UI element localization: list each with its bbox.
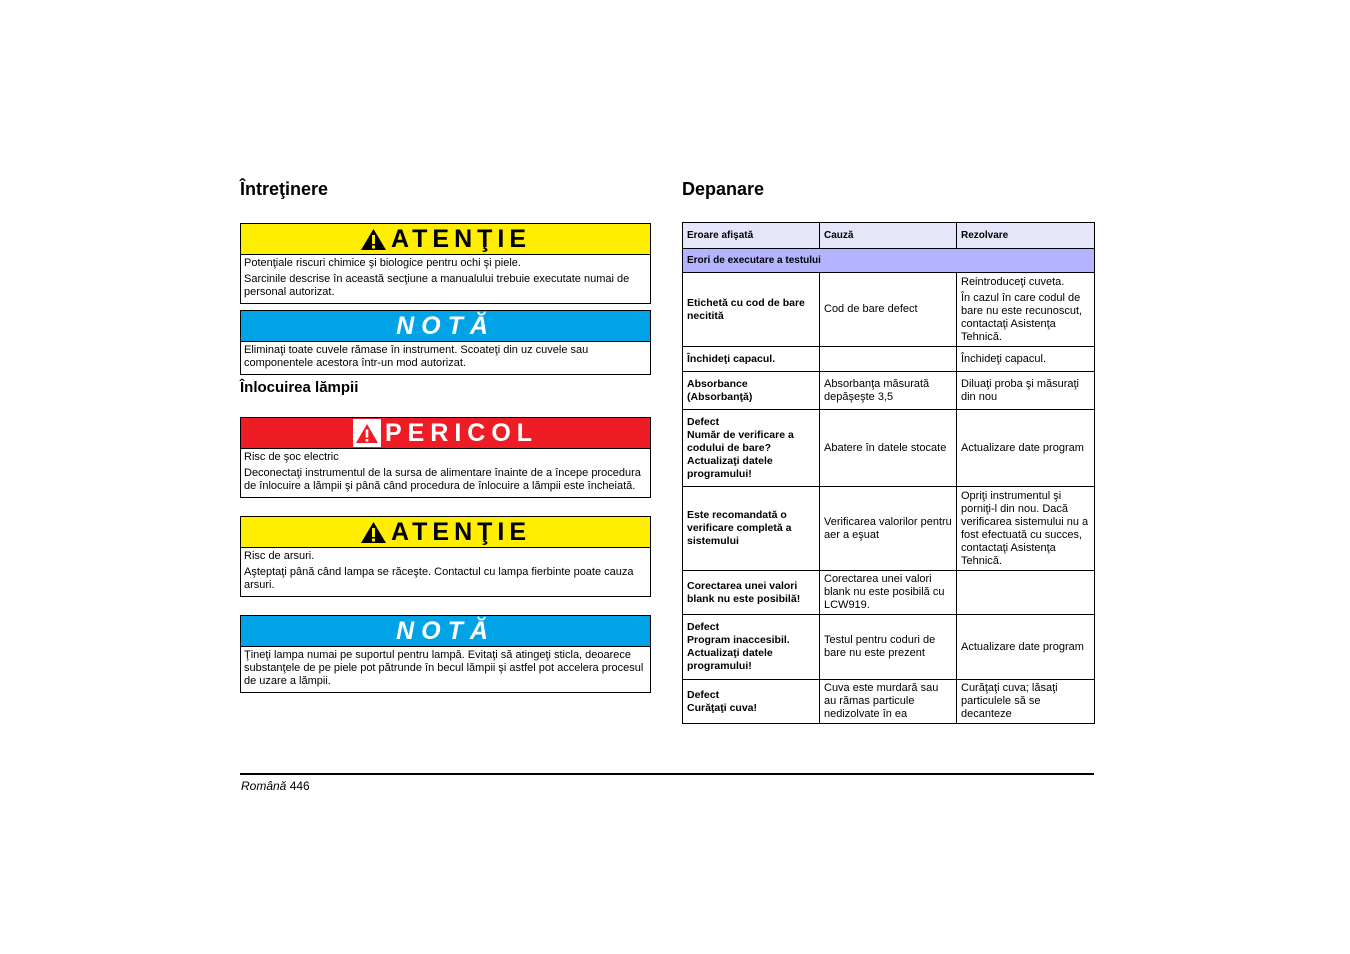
section-title-maintenance: Întreţinere: [240, 179, 329, 199]
table-row: [683, 615, 1095, 680]
column-header-error: Eroare afişată: [683, 223, 820, 249]
warning-header: [241, 224, 650, 255]
footer-page-number: 446: [289, 779, 310, 793]
subsection-title-lamp-replacement: Înlocuirea lămpii: [240, 379, 359, 396]
notice-text: Deconectaţi instrumentul de la sursa de alimentare înainte de a începe procedura de înlocuire a lămpii şi până când procedura de înlocuire a lămpii este încheiată.: [244, 467, 641, 492]
cell-fix: Închideţi capacul.: [957, 347, 1095, 372]
warning-label: ATENŢIE: [390, 224, 532, 253]
cell-error: Închideţi capacul.: [683, 347, 820, 372]
cell-error: Este recomandată o verificare completă a sistemului: [683, 487, 820, 571]
danger-box-electric: [240, 417, 651, 498]
warning-triangle-icon: [360, 521, 387, 544]
notice-text: Aşteptaţi până când lampa se răceşte. Contactul cu lampa fierbinte poate cauza arsuri.: [244, 566, 634, 591]
cell-cause: [820, 347, 957, 372]
section-title-troubleshooting: Depanare: [682, 179, 765, 199]
cell-error: Defect Curăţaţi cuva!: [683, 680, 820, 724]
cell-fix: Reintroduceţi cuveta. În cazul în care codul de bare nu este recunoscut, contactaţi Asistenţa Tehnică.: [957, 273, 1095, 347]
note-box-lamp-handling: [240, 615, 651, 693]
page-footer: [241, 779, 310, 793]
troubleshooting-table: [682, 222, 1095, 724]
notice-text: Risc de şoc electric: [244, 451, 339, 463]
note-label: NOTĂ: [396, 311, 495, 340]
note-header: [241, 616, 650, 647]
warning-box-burns: [240, 516, 651, 597]
table-row: [683, 571, 1095, 615]
note-box-cuvettes: [240, 310, 651, 375]
cell-error: Defect Program inaccesibil. Actualizaţi datele programului!: [683, 615, 820, 680]
cell-cause: Cod de bare defect: [820, 273, 957, 347]
cell-error: Corectarea unei valori blank nu este posibilă!: [683, 571, 820, 615]
note-header: [241, 311, 650, 342]
cell-fix: Actualizare date program: [957, 615, 1095, 680]
group-label: Erori de executare a testului: [683, 249, 1095, 273]
cell-error: Etichetă cu cod de bare necitită: [683, 273, 820, 347]
cell-cause: Abatere în datele stocate: [820, 410, 957, 487]
warning-box-chemical: [240, 223, 651, 304]
cell-cause: Absorbanţa măsurată depăşeşte 3,5: [820, 372, 957, 410]
table-row: [683, 487, 1095, 571]
warning-label: ATENŢIE: [390, 517, 532, 546]
warning-triangle-icon: [360, 228, 387, 251]
table-row: [683, 680, 1095, 724]
cell-cause: Testul pentru coduri de bare nu este prezent: [820, 615, 957, 680]
cell-fix: [957, 571, 1095, 615]
table-row: [683, 347, 1095, 372]
danger-triangle-icon: [353, 419, 381, 447]
cell-fix: Diluaţi proba şi măsuraţi din nou: [957, 372, 1095, 410]
table-header-row: [683, 223, 1095, 249]
column-header-fix: Rezolvare: [957, 223, 1095, 249]
cell-fix: Curăţaţi cuva; lăsaţi particulele să se decanteze: [957, 680, 1095, 724]
notice-text: Risc de arsuri.: [244, 550, 315, 562]
cell-error: Defect Număr de verificare a codului de bare? Actualizaţi datele programului!: [683, 410, 820, 487]
cell-fix: Opriţi instrumentul şi porniţi-l din nou. Dacă verificarea sistemului nu a fost efectuată cu succes, contactaţi Asistenţa Tehnică.: [957, 487, 1095, 571]
notice-text: Eliminaţi toate cuvele rămase în instrument. Scoateţi din uz cuvele sau componentele acestora într-un mod autorizat.: [244, 344, 589, 369]
table-group-row: [683, 249, 1095, 273]
warning-header: [241, 517, 650, 548]
notice-text: Potenţiale riscuri chimice şi biologice pentru ochi şi piele.: [244, 257, 521, 269]
table-row: [683, 410, 1095, 487]
table-row: [683, 273, 1095, 347]
column-header-cause: Cauză: [820, 223, 957, 249]
danger-label: PERICOL: [384, 418, 539, 447]
cell-fix: Actualizare date program: [957, 410, 1095, 487]
footer-divider: [240, 773, 1094, 775]
cell-cause: Corectarea unei valori blank nu este posibilă cu LCW919.: [820, 571, 957, 615]
cell-cause: Verificarea valorilor pentru aer a eşuat: [820, 487, 957, 571]
table-row: [683, 372, 1095, 410]
footer-language: Română: [241, 779, 287, 793]
notice-text: Ţineţi lampa numai pe suportul pentru lampă. Evitaţi să atingeţi sticla, deoarece substanţele de pe piele pot pătrunde în becul lămpii şi astfel pot accelera procesul de uzare a lămpii.: [244, 649, 644, 687]
note-label: NOTĂ: [396, 616, 495, 645]
danger-header: [241, 418, 650, 449]
notice-text: Sarcinile descrise în această secţiune a manualului trebuie executate numai de personal autorizat.: [244, 273, 630, 298]
cell-error: Absorbance (Absorbanţă): [683, 372, 820, 410]
cell-cause: Cuva este murdară sau au rămas particule nedizolvate în ea: [820, 680, 957, 724]
